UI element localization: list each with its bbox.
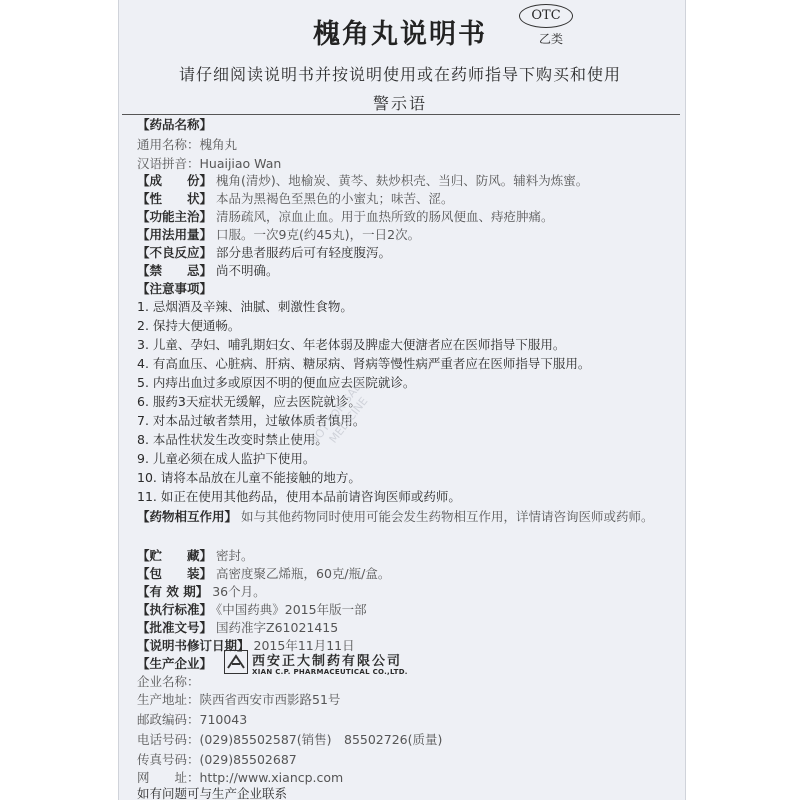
contact-note: 如有问题可与生产企业联系 [137, 786, 288, 801]
approval-label: 【批准文号】 [137, 620, 213, 635]
storage-value: 密封。 [216, 548, 254, 563]
interaction-label: 【药物相互作用】 [137, 509, 238, 524]
indication-value: 清肠疏风，凉血止血。用于血热所致的肠风便血、痔疮肿痛。 [216, 209, 554, 224]
validity-value: 36个月。 [212, 584, 266, 599]
precaution-item: 8. 本品性状发生改变时禁止使用。 [137, 432, 328, 447]
standard-label: 【执行标准】 [137, 602, 213, 617]
postcode: 邮政编码：710043 [137, 712, 248, 727]
revision-label: 【说明书修订日期】 [137, 638, 250, 653]
contra-value: 尚不明确。 [216, 263, 279, 278]
usage-value: 口服。一次9克(约45丸)，一日2次。 [216, 227, 421, 242]
precaution-item: 11. 如正在使用其他药品，使用本品前请咨询医师或药师。 [137, 489, 461, 504]
composition-value: 槐角(清炒)、地榆炭、黄芩、麸炒枳壳、当归、防风。辅料为炼蜜。 [216, 173, 589, 188]
contra-label: 【禁 忌】 [137, 263, 213, 278]
otc-badge: OTC [519, 4, 573, 28]
otc-class: 乙类 [539, 32, 564, 46]
contra-row [137, 263, 677, 279]
company-logo-icon [224, 650, 248, 674]
company-name-label: 企业名称： [137, 674, 200, 689]
pinyin-name: 汉语拼音：Huaijiao Wan [137, 156, 282, 171]
indication-label: 【功能主治】 [137, 209, 213, 224]
company-logo-en: XIAN C.P. PHARMACEUTICAL CO.,LTD. [252, 668, 408, 676]
precaution-item: 9. 儿童必须在成人监护下使用。 [137, 451, 316, 466]
package-value: 高密度聚乙烯瓶，60克/瓶/盒。 [216, 566, 391, 581]
interaction-row [137, 508, 677, 525]
adverse-value: 部分患者服药后可有轻度腹泻。 [216, 245, 392, 260]
phone: 电话号码：(029)85502587(销售) 85502726(质量) [137, 732, 443, 747]
storage-row [137, 548, 677, 564]
precaution-item: 3. 儿童、孕妇、哺乳期妇女、年老体弱及脾虚大便溏者应在医师指导下服用。 [137, 337, 566, 352]
fax: 传真号码：(029)85502687 [137, 752, 297, 767]
precaution-item: 10. 请将本品放在儿童不能接触的地方。 [137, 470, 361, 485]
precaution-item: 5. 内痔出血过多或原因不明的便血应去医院就诊。 [137, 375, 416, 390]
page-title: 槐角丸说明书 [313, 19, 487, 50]
character-row [137, 191, 677, 207]
warning-heading: 警示语 [372, 94, 427, 113]
usage-label: 【用法用量】 [137, 227, 213, 242]
package-row [137, 566, 677, 582]
watermark: NOT FOR SALE MEDICINE [307, 375, 371, 448]
composition-label: 【成 份】 [137, 173, 213, 188]
standard-value: 《中国药典》2015年版一部 [216, 602, 367, 617]
usage-row [137, 227, 677, 243]
approval-value: 国药准字Z61021415 [216, 620, 339, 635]
name-label: 【药品名称】 [137, 117, 213, 132]
validity-row [137, 584, 677, 600]
generic-name: 通用名称：槐角丸 [137, 137, 238, 152]
manufacturer-label: 【生产企业】 [137, 656, 213, 671]
package-label: 【包 装】 [137, 566, 213, 581]
precaution-item: 4. 有高血压、心脏病、肝病、糖尿病、肾病等慢性病严重者应在医师指导下服用。 [137, 356, 591, 371]
composition-row [137, 173, 677, 189]
validity-label: 【有 效 期】 [137, 584, 209, 599]
standard-row [137, 602, 677, 618]
precaution-item: 2. 保持大便通畅。 [137, 318, 241, 333]
character-value: 本品为黑褐色至黑色的小蜜丸；味苦、涩。 [216, 191, 454, 206]
website: 网 址：http://www.xiancp.com [137, 770, 344, 785]
precaution-item: 7. 对本品过敏者禁用，过敏体质者慎用。 [137, 413, 366, 428]
indication-row [137, 209, 677, 225]
company-logo-cn: 西安正大制药有限公司 [252, 654, 403, 669]
storage-label: 【贮 藏】 [137, 548, 213, 563]
precaution-item: 1. 忌烟酒及辛辣、油腻、刺激性食物。 [137, 299, 353, 314]
revision-value: 2015年11月11日 [253, 638, 355, 653]
divider [122, 114, 680, 115]
notice-text: 请仔细阅读说明书并按说明使用或在药师指导下购买和使用 [178, 65, 621, 84]
precautions-label: 【注意事项】 [137, 281, 213, 296]
revision-row [137, 638, 677, 654]
adverse-row [137, 245, 677, 261]
interaction-value: 如与其他药物同时使用可能会发生药物相互作用，详情请咨询医师或药师。 [241, 509, 654, 524]
approval-row [137, 620, 677, 636]
character-label: 【性 状】 [137, 191, 213, 206]
adverse-label: 【不良反应】 [137, 245, 213, 260]
address: 生产地址：陕西省西安市西影路51号 [137, 692, 341, 707]
precaution-item: 6. 服药3天症状无缓解，应去医院就诊。 [137, 394, 361, 409]
